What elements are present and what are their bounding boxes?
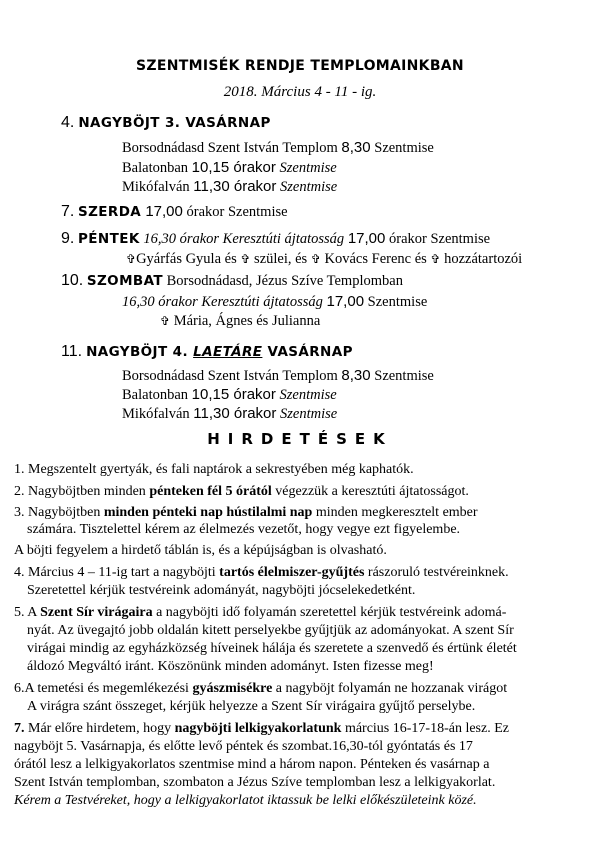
announcement-7-line-2: nagyböjt 5. Vasárnapja, és előtte levő péntek és szombat.16,30-tól gyóntatás és 17 [14,739,473,754]
cross-icon: ✞ [126,252,137,266]
mass-time: 17,00 [141,203,183,220]
day-number: 9. [61,230,75,247]
date-range-subtitle: 2018. Március 4 - 11 - ig. [223,84,377,100]
announcement-5-line-2: nyát. Az üvegajtó jobb oldalán kitett perselyekbe gyűjtjük az adományokat. A szent Sír [27,623,514,638]
announcement-3-line-1 [14,504,478,522]
text: 2. Nagyböjtben minden [14,484,150,499]
day-name: PÉNTEK [77,231,140,247]
page-title: SZENTMISÉK RENDJE TEMPLOMAINKBAN [136,58,464,74]
day-number: 11. [61,343,83,360]
location: Borsodnádasd, Jézus Szíve Templomban [163,273,403,289]
devotion-label: 16,30 órakor Keresztúti ájtatosság [139,231,348,247]
day-name-end: VASÁRNAP [262,344,353,360]
schedule-day-4-mass-3 [122,178,337,196]
location: Mikófalván [122,406,194,422]
announcement-2 [14,483,469,501]
text: a nagyböjt folyamán ne hozzanak virágot [272,681,508,696]
mass-label: Szentmise [276,179,338,195]
announcement-4-line-1 [14,564,509,582]
text: 5. A [14,605,41,620]
intention-text: Gyárfás Gyula és [136,251,241,267]
location: Balatonban [122,387,192,403]
mass-time: 10,15 órakor [191,386,276,403]
schedule-day-7 [61,203,288,221]
schedule-day-10-mass [122,293,427,311]
announcement-6-line-2: A virágra szánt összeget, kérjük helyezze a Szent Sír virágaira gyűjtő perselybe. [27,699,476,714]
intention-text: Kovács Ferenc és [320,251,431,267]
schedule-day-4-mass-1 [122,139,434,157]
location: Borsodnádasd Szent István Templom [122,368,342,384]
announcement-4-line-2: Szeretettel kérjük testvéreink adományát, nagyböjti jócselekedetként. [27,583,416,598]
location: Borsodnádasd Szent István Templom [122,140,342,156]
announcement-number: 7. [14,721,25,736]
text: 4. Március 4 – 11-ig tart a nagyböjti [14,565,220,580]
schedule-day-4-heading [61,114,271,132]
text: minden megkeresztelt ember [312,505,478,520]
devotion-label: 16,30 órakor Keresztúti ájtatosság [122,294,327,310]
mass-label: órakor Szentmise [385,231,491,247]
laetare-label: LAETÁRE [193,344,263,360]
announcement-7-line-3: órától lesz a lelkigyakorlatos szentmise mind a három napon. Pénteken és vasárnap a [14,757,490,772]
mass-time: 10,15 órakor [191,159,276,176]
schedule-day-9-intentions [126,251,522,268]
announcement-5-line-1 [14,604,506,622]
day-number: 7. [61,203,75,220]
emphasis: Szent Sír virágaira [40,605,153,620]
mass-time: 11,30 órakor [193,178,277,195]
cross-icon: ✞ [310,252,321,266]
announcement-1: 1. Megszentelt gyertyák, és fali naptárok a sekrestyében még kaphatók. [14,462,414,477]
text: a nagyböjti idő folyamán szeretettel kérjük testvéreink adomá- [152,605,507,620]
emphasis: tartós élelmiszer-gyűjtés [219,565,365,580]
cross-icon: ✞ [430,252,441,266]
mass-label: Szentmise [370,368,434,384]
schedule-day-11-mass-1 [122,367,434,385]
location: Mikófalván [122,179,194,195]
day-name: NAGYBÖJT 3. VASÁRNAP [78,115,271,131]
schedule-day-11-mass-2 [122,386,337,404]
mass-label: Szentmise [275,160,337,176]
mass-time: 17,00 [347,230,386,247]
text: 6.A temetési és megemlékezési [14,681,193,696]
text: rászoruló testvéreinknek. [364,565,509,580]
announcement-6-line-1 [14,680,507,698]
mass-time: 11,30 órakor [193,405,277,422]
schedule-day-10-intentions [160,313,320,330]
mass-label: Szentmise [364,294,428,310]
announcement-3-line-2: számára. Tisztelettel kérem az élelmezés vezetőt, hogy vegye ezt figyelembe. [27,522,461,537]
announcement-7-line-5: Kérem a Testvéreket, hogy a lelkigyakorlatot iktassuk be lelki előkészületeink közé. [14,793,477,808]
mass-time: 17,00 [326,293,365,310]
day-name: NAGYBÖJT 4. [86,344,194,360]
mass-label: Szentmise [275,387,337,403]
day-name: SZOMBAT [86,273,163,289]
mass-label: Szentmise [370,140,434,156]
day-number: 4. [61,114,75,131]
text: Már előre hirdetem, hogy [24,721,175,736]
day-name: SZERDA [77,204,142,220]
emphasis: gyászmisékre [192,681,273,696]
schedule-day-10 [61,272,403,290]
schedule-day-11-mass-3 [122,405,337,423]
emphasis: minden pénteki nap hústilalmi nap [103,505,313,520]
text: március 16-17-18-án lesz. Ez [341,721,509,736]
announcement-5-line-4: áldozó Megváltó iránt. Köszönünk minden adományt. Isten fizesse meg! [27,659,434,674]
announcements-heading: HIRDETÉSEK [207,430,393,448]
schedule-day-9 [61,230,490,248]
announcement-3-line-3: A böjti fegyelem a hirdető táblán is, és a képújságban is olvasható. [14,543,387,558]
intention-text: Mária, Ágnes és Julianna [170,313,321,329]
intention-text: hozzátartozói [440,251,523,267]
emphasis: nagyböjti lelkigyakorlatunk [174,721,342,736]
mass-time: 8,30 [341,139,371,156]
day-number: 10. [61,272,84,289]
mass-label: órakor Szentmise [182,204,288,220]
text: végezzük a keresztúti ájtatosságot. [271,484,469,499]
cross-icon: ✞ [160,314,171,328]
announcement-7-line-1 [14,720,509,738]
mass-label: Szentmise [276,406,338,422]
location: Balatonban [122,160,192,176]
cross-icon: ✞ [240,252,251,266]
announcement-5-line-3: virágai mindig az egyházközség híveinek hálája és szeretete a szenvedő és értünk életét [27,641,517,656]
text: 3. Nagyböjtben [14,505,104,520]
mass-time: 8,30 [341,367,371,384]
emphasis: pénteken fél 5 órától [149,484,272,499]
schedule-day-4-mass-2 [122,159,337,177]
schedule-day-11-heading [61,343,353,361]
announcement-7-line-4: Szent István templomban, szombaton a Jézus Szíve templomban lesz a lelkigyakorlat. [14,775,496,790]
intention-text: szülei, és [250,251,311,267]
